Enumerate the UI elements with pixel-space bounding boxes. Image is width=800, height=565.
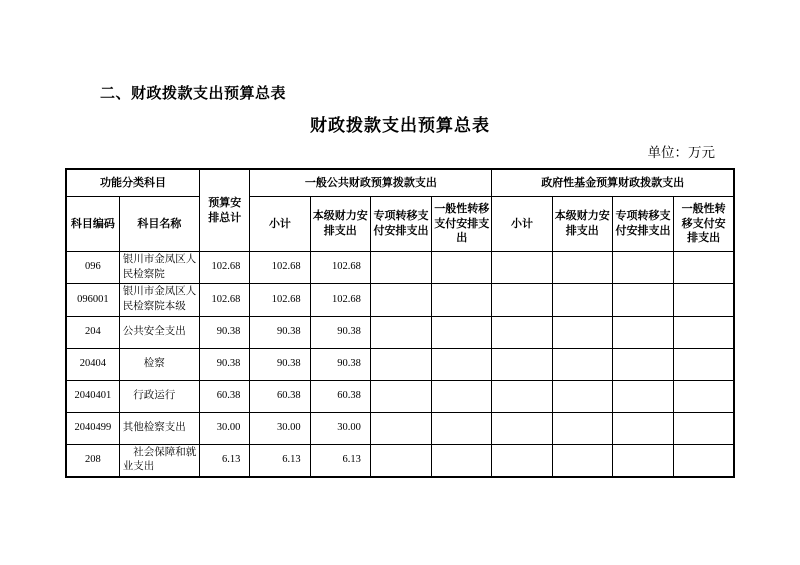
header-general-special-transfer: 专项转移支付安排支出 <box>370 197 431 252</box>
table-row <box>66 412 734 444</box>
cell-total: 102.68 <box>200 284 250 316</box>
cell-name: 公共安全支出 <box>119 316 199 348</box>
cell-fund-special <box>612 316 673 348</box>
cell-gen-own: 102.68 <box>310 284 370 316</box>
header-fund-general-transfer: 一般性转移支付安排支出 <box>674 197 734 252</box>
cell-fund-subtotal <box>492 412 552 444</box>
cell-code: 096001 <box>66 284 119 316</box>
cell-code: 2040499 <box>66 412 119 444</box>
cell-gen-general <box>432 380 492 412</box>
table-row <box>66 252 734 284</box>
table-row <box>66 444 734 477</box>
cell-gen-subtotal: 102.68 <box>250 252 310 284</box>
header-general-general-transfer: 一般性转移支付安排支出 <box>432 197 492 252</box>
cell-fund-special <box>612 284 673 316</box>
cell-fund-own <box>552 316 612 348</box>
cell-fund-own <box>552 348 612 380</box>
cell-fund-special <box>612 444 673 477</box>
table-body <box>66 252 734 478</box>
cell-gen-own: 60.38 <box>310 380 370 412</box>
cell-fund-general <box>674 252 734 284</box>
cell-fund-subtotal <box>492 444 552 477</box>
header-row-groups <box>66 169 734 197</box>
cell-name: 银川市金凤区人民检察院 <box>119 252 199 284</box>
table-row <box>66 284 734 316</box>
cell-fund-own <box>552 380 612 412</box>
header-general-own-level: 本级财力安排支出 <box>310 197 370 252</box>
cell-code: 2040401 <box>66 380 119 412</box>
cell-fund-subtotal <box>492 348 552 380</box>
header-fund-subtotal: 小计 <box>492 197 552 252</box>
cell-gen-special <box>370 252 431 284</box>
cell-gen-general <box>432 252 492 284</box>
table-title: 财政拨款支出预算总表 <box>310 116 490 135</box>
cell-code: 096 <box>66 252 119 284</box>
cell-fund-own <box>552 252 612 284</box>
cell-total: 102.68 <box>200 252 250 284</box>
cell-name: 其他检察支出 <box>119 412 199 444</box>
cell-fund-general <box>674 348 734 380</box>
cell-gen-special <box>370 316 431 348</box>
cell-fund-special <box>612 252 673 284</box>
cell-total: 90.38 <box>200 316 250 348</box>
section-heading: 二、财政拨款支出预算总表 <box>100 85 287 102</box>
cell-gen-own: 6.13 <box>310 444 370 477</box>
cell-gen-general <box>432 412 492 444</box>
cell-code: 208 <box>66 444 119 477</box>
table-row <box>66 348 734 380</box>
cell-fund-special <box>612 348 673 380</box>
header-function-group: 功能分类科目 <box>66 169 200 197</box>
cell-gen-special <box>370 412 431 444</box>
cell-fund-special <box>612 412 673 444</box>
cell-gen-general <box>432 284 492 316</box>
cell-gen-subtotal: 102.68 <box>250 284 310 316</box>
cell-gen-general <box>432 316 492 348</box>
table-header <box>66 169 734 252</box>
cell-fund-subtotal <box>492 380 552 412</box>
header-row-columns <box>66 197 734 252</box>
cell-name: 检察 <box>119 348 199 380</box>
header-name: 科目名称 <box>119 197 199 252</box>
cell-name: 行政运行 <box>119 380 199 412</box>
cell-fund-general <box>674 412 734 444</box>
cell-gen-own: 90.38 <box>310 316 370 348</box>
header-code: 科目编码 <box>66 197 119 252</box>
header-fund-special-transfer: 专项转移支付安排支出 <box>612 197 673 252</box>
cell-gen-subtotal: 30.00 <box>250 412 310 444</box>
header-fund-own-level: 本级财力安排支出 <box>552 197 612 252</box>
cell-gen-special <box>370 348 431 380</box>
cell-total: 30.00 <box>200 412 250 444</box>
cell-fund-special <box>612 380 673 412</box>
header-budget-total: 预算安排总计 <box>200 169 250 252</box>
cell-gen-subtotal: 90.38 <box>250 316 310 348</box>
cell-gen-general <box>432 444 492 477</box>
cell-code: 20404 <box>66 348 119 380</box>
cell-gen-own: 102.68 <box>310 252 370 284</box>
cell-gen-own: 30.00 <box>310 412 370 444</box>
cell-gen-special <box>370 284 431 316</box>
cell-name: 银川市金凤区人民检察院本级 <box>119 284 199 316</box>
header-general-subtotal: 小计 <box>250 197 310 252</box>
cell-fund-subtotal <box>492 252 552 284</box>
cell-name: 社会保障和就业支出 <box>119 444 199 477</box>
cell-gen-subtotal: 90.38 <box>250 348 310 380</box>
cell-gen-special <box>370 444 431 477</box>
cell-fund-general <box>674 316 734 348</box>
cell-code: 204 <box>66 316 119 348</box>
cell-total: 6.13 <box>200 444 250 477</box>
cell-total: 60.38 <box>200 380 250 412</box>
cell-gen-own: 90.38 <box>310 348 370 380</box>
cell-fund-general <box>674 444 734 477</box>
header-general-public-group: 一般公共财政预算拨款支出 <box>250 169 492 197</box>
cell-gen-special <box>370 380 431 412</box>
cell-fund-subtotal <box>492 284 552 316</box>
table-row <box>66 380 734 412</box>
cell-fund-own <box>552 284 612 316</box>
cell-fund-subtotal <box>492 316 552 348</box>
cell-gen-subtotal: 6.13 <box>250 444 310 477</box>
cell-fund-general <box>674 380 734 412</box>
cell-total: 90.38 <box>200 348 250 380</box>
cell-gen-subtotal: 60.38 <box>250 380 310 412</box>
table-row <box>66 316 734 348</box>
budget-table <box>65 168 735 478</box>
cell-fund-general <box>674 284 734 316</box>
header-gov-fund-group: 政府性基金预算财政拨款支出 <box>492 169 734 197</box>
cell-fund-own <box>552 444 612 477</box>
unit-label: 单位：万元 <box>647 145 715 160</box>
cell-fund-own <box>552 412 612 444</box>
cell-gen-general <box>432 348 492 380</box>
